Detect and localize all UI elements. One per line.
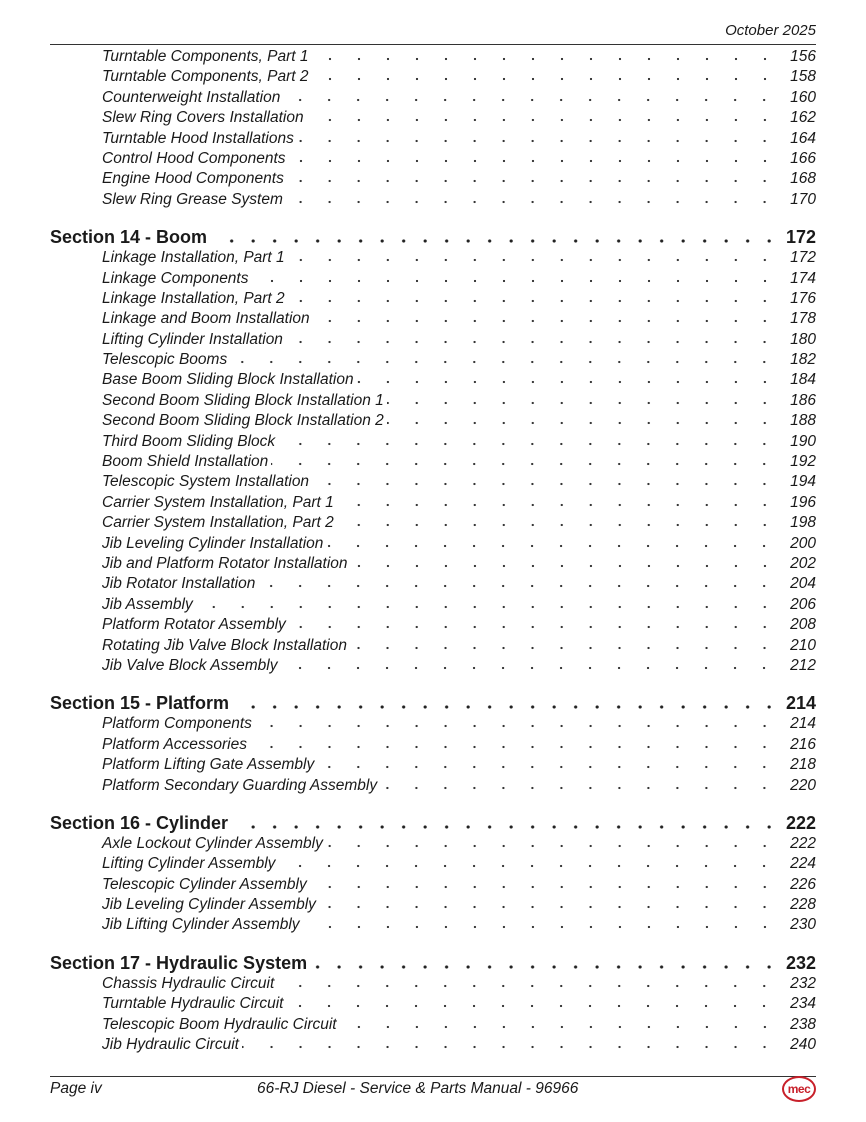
toc-entry[interactable]	[50, 289, 816, 309]
entry-title: Jib Lifting Cylinder Assembly	[102, 916, 300, 934]
entry-page-number: 186	[790, 391, 816, 409]
toc-entry[interactable]	[50, 714, 816, 734]
dot-leader	[277, 984, 782, 988]
toc-entry[interactable]	[50, 735, 816, 755]
entry-title: Slew Ring Grease System	[102, 190, 283, 208]
dot-leader	[286, 1004, 782, 1008]
dot-leader	[289, 625, 782, 629]
entry-title: Jib Leveling Cylinder Installation	[102, 534, 324, 552]
entry-page-number: 162	[790, 109, 816, 127]
entry-page-number: 218	[790, 756, 816, 774]
dot-leader	[234, 825, 784, 829]
toc-entry[interactable]	[50, 47, 816, 67]
entry-title: Platform Rotator Assembly	[102, 616, 286, 634]
entry-title: Jib Valve Block Assembly	[102, 656, 278, 674]
entry-page-number: 240	[790, 1036, 816, 1054]
dot-leader	[357, 380, 782, 384]
toc-entry[interactable]	[50, 67, 816, 87]
section-title: Section 16 - Cylinder	[50, 812, 229, 833]
toc-entry[interactable]	[50, 854, 816, 874]
entry-title: Base Boom Sliding Block Installation	[102, 371, 354, 389]
dot-leader	[230, 360, 782, 364]
entry-page-number: 196	[790, 493, 816, 511]
toc-entry[interactable]	[50, 88, 816, 108]
section-title: Section 15 - Platform	[50, 693, 230, 714]
entry-title: Platform Lifting Gate Assembly	[102, 756, 315, 774]
entry-title: Chassis Hydraulic Circuit	[102, 974, 275, 992]
entry-title: Jib Rotator Installation	[102, 575, 256, 593]
entry-title: Second Boom Sliding Block Installation 2	[102, 412, 384, 430]
entry-page-number: 200	[790, 534, 816, 552]
entry-page-number: 220	[790, 776, 816, 794]
dot-leader	[312, 77, 783, 81]
toc-entry[interactable]	[50, 411, 816, 431]
entry-page-number: 156	[790, 48, 816, 65]
toc-entry[interactable]	[50, 149, 816, 169]
toc-entry[interactable]	[50, 391, 816, 411]
toc-entry[interactable]	[50, 513, 816, 533]
dot-leader	[297, 139, 782, 143]
entry-page-number: 174	[790, 269, 816, 287]
entry-page-number: 166	[790, 149, 816, 167]
dot-leader	[350, 646, 782, 650]
entry-page-number: 176	[790, 289, 816, 307]
dot-leader	[326, 544, 782, 548]
dot-leader	[287, 179, 782, 183]
dot-leader	[337, 503, 782, 507]
toc-entry[interactable]	[50, 574, 816, 594]
dot-leader	[317, 765, 782, 769]
dot-leader	[278, 442, 782, 446]
toc-entry[interactable]	[50, 656, 816, 676]
entry-page-number: 172	[790, 249, 816, 267]
toc-entry[interactable]	[50, 452, 816, 472]
dot-leader	[271, 462, 782, 466]
entry-title: Telescopic Cylinder Assembly	[102, 875, 307, 893]
entry-title: Second Boom Sliding Block Installation 1	[102, 391, 384, 409]
toc-entry[interactable]	[50, 755, 816, 775]
entry-page-number: 238	[790, 1015, 816, 1033]
entry-page-number: 158	[790, 68, 816, 86]
section-title: Section 14 - Boom	[50, 227, 208, 248]
toc-entry[interactable]	[50, 1035, 816, 1055]
dot-leader	[313, 965, 784, 969]
toc-entry[interactable]	[50, 370, 816, 390]
toc-entry[interactable]	[50, 875, 816, 895]
entry-page-number: 180	[790, 330, 816, 348]
entry-title: Turntable Components, Part 1	[102, 48, 309, 65]
toc-entry[interactable]	[50, 595, 816, 615]
dot-leader	[319, 905, 782, 909]
entry-page-number: 204	[790, 575, 816, 593]
entry-title: Jib Leveling Cylinder Assembly	[102, 896, 316, 914]
entry-page-number: 230	[790, 916, 816, 934]
entry-page-number: 214	[790, 715, 816, 733]
toc-entry[interactable]	[50, 534, 816, 554]
footer-document-title: 66-RJ Diesel - Service & Parts Manual - 96966	[257, 1080, 579, 1097]
entry-title: Platform Secondary Guarding Assembly	[102, 776, 378, 794]
toc-entry[interactable]	[50, 269, 816, 289]
entry-title: Turntable Components, Part 2	[102, 68, 309, 86]
entry-title: Control Hood Components	[102, 149, 286, 167]
entry-title: Jib Hydraulic Circuit	[102, 1036, 239, 1054]
dot-leader	[288, 299, 782, 303]
entry-page-number: 198	[790, 514, 816, 532]
entry-title: Telescopic System Installation	[102, 473, 310, 491]
entry-title: Platform Components	[102, 715, 252, 733]
entry-title: Linkage Components	[102, 269, 249, 287]
entry-title: Carrier System Installation, Part 1	[102, 493, 334, 511]
entry-title: Telescopic Booms	[102, 351, 228, 369]
entry-title: Linkage Installation, Part 2	[102, 289, 285, 307]
mec-logo: mec	[782, 1076, 816, 1102]
toc-entry[interactable]	[50, 169, 816, 189]
section-page-number: 222	[785, 812, 816, 833]
entry-page-number: 170	[790, 190, 816, 208]
entry-title: Turntable Hydraulic Circuit	[102, 995, 284, 1013]
toc-entry[interactable]	[50, 615, 816, 635]
dot-leader	[303, 925, 782, 929]
toc-entry[interactable]	[50, 915, 816, 935]
dot-leader	[310, 885, 782, 889]
toc-entry[interactable]	[50, 108, 816, 128]
entry-title: Jib and Platform Rotator Installation	[102, 554, 348, 572]
dot-leader	[326, 844, 782, 848]
dot-leader	[242, 1045, 782, 1049]
dot-leader	[387, 401, 782, 405]
entry-title: Boom Shield Installation	[102, 453, 269, 471]
toc-entry[interactable]	[50, 309, 816, 329]
dot-leader	[258, 584, 782, 588]
entry-page-number: 192	[790, 453, 816, 471]
entry-title: Telescopic Boom Hydraulic Circuit	[102, 1015, 337, 1033]
toc-entry[interactable]	[50, 895, 816, 915]
dot-leader	[278, 864, 782, 868]
dot-leader	[250, 745, 782, 749]
toc-entry[interactable]	[50, 493, 816, 513]
toc-section-heading[interactable]	[50, 812, 816, 834]
section-page-number: 232	[785, 952, 816, 973]
entry-title: Platform Accessories	[102, 735, 247, 753]
entry-page-number: 224	[790, 855, 816, 873]
dot-leader	[337, 523, 782, 527]
entry-page-number: 182	[790, 351, 816, 369]
entry-page-number: 226	[790, 875, 816, 893]
section-page-number: 214	[785, 693, 816, 714]
toc-entry[interactable]	[50, 636, 816, 656]
entry-title: Jib Assembly	[102, 595, 193, 613]
entry-page-number: 234	[790, 995, 816, 1013]
entry-page-number: 168	[790, 170, 816, 188]
entry-title: Turntable Hood Installations	[102, 129, 294, 147]
entry-title: Counterweight Installation	[102, 88, 281, 106]
dot-leader	[255, 724, 782, 728]
table-of-contents	[50, 47, 816, 1055]
toc-entry[interactable]	[50, 129, 816, 149]
footer-page-number: Page iv	[50, 1080, 102, 1097]
dot-leader	[351, 564, 782, 568]
entry-page-number: 222	[790, 834, 816, 852]
entry-title: Linkage and Boom Installation	[102, 310, 310, 328]
entry-page-number: 160	[790, 88, 816, 106]
dot-leader	[252, 279, 783, 283]
footer-rule	[50, 1076, 816, 1077]
entry-page-number: 228	[790, 896, 816, 914]
entry-page-number: 206	[790, 595, 816, 613]
entry-title: Third Boom Sliding Block	[102, 432, 276, 450]
toc-entry[interactable]	[50, 554, 816, 574]
entry-title: Axle Lockout Cylinder Assembly	[102, 834, 323, 852]
entry-title: Linkage Installation, Part 1	[102, 249, 285, 267]
toc-section-heading[interactable]	[50, 692, 816, 714]
toc-entry[interactable]	[50, 350, 816, 370]
entry-page-number: 194	[790, 473, 816, 491]
entry-page-number: 232	[790, 974, 816, 992]
entry-title: Carrier System Installation, Part 2	[102, 514, 334, 532]
entry-page-number: 212	[790, 656, 816, 674]
header-rule	[50, 44, 816, 45]
toc-entry[interactable]	[50, 1015, 816, 1035]
toc-entry[interactable]	[50, 472, 816, 492]
dot-leader	[286, 340, 782, 344]
entry-page-number: 216	[790, 735, 816, 753]
entry-page-number: 190	[790, 432, 816, 450]
entry-title: Lifting Cylinder Installation	[102, 330, 283, 348]
entry-title: Lifting Cylinder Assembly	[102, 855, 276, 873]
dot-leader	[312, 482, 782, 486]
dot-leader	[213, 239, 784, 243]
dot-leader	[196, 605, 782, 609]
dot-leader	[340, 1025, 782, 1029]
dot-leader	[307, 118, 782, 122]
dot-leader	[280, 666, 782, 670]
toc-entry[interactable]	[50, 330, 816, 350]
dot-leader	[380, 786, 782, 790]
entry-title: Engine Hood Components	[102, 170, 284, 188]
dot-leader	[312, 57, 783, 61]
toc-entry[interactable]	[50, 190, 816, 210]
entry-title: Rotating Jib Valve Block Installation	[102, 636, 347, 654]
toc-entry[interactable]	[50, 248, 816, 268]
dot-leader	[387, 421, 782, 425]
entry-page-number: 208	[790, 616, 816, 634]
toc-entry[interactable]	[50, 974, 816, 994]
dot-leader	[286, 200, 782, 204]
entry-page-number: 164	[790, 129, 816, 147]
toc-entry[interactable]	[50, 432, 816, 452]
section-page-number: 172	[785, 227, 816, 248]
dot-leader	[313, 319, 782, 323]
toc-entry[interactable]	[50, 994, 816, 1014]
entry-page-number: 184	[790, 371, 816, 389]
toc-entry[interactable]	[50, 834, 816, 854]
entry-page-number: 202	[790, 554, 816, 572]
section-title: Section 17 - Hydraulic System	[50, 952, 308, 973]
dot-leader	[288, 258, 782, 262]
entry-page-number: 188	[790, 412, 816, 430]
toc-section-heading[interactable]	[50, 952, 816, 974]
entry-page-number: 178	[790, 310, 816, 328]
dot-leader	[283, 98, 782, 102]
dot-leader	[235, 705, 784, 709]
toc-section-heading[interactable]	[50, 226, 816, 248]
header-date: October 2025	[725, 22, 816, 39]
dot-leader	[289, 159, 782, 163]
entry-page-number: 210	[790, 636, 816, 654]
toc-entry[interactable]	[50, 776, 816, 796]
entry-title: Slew Ring Covers Installation	[102, 109, 304, 127]
